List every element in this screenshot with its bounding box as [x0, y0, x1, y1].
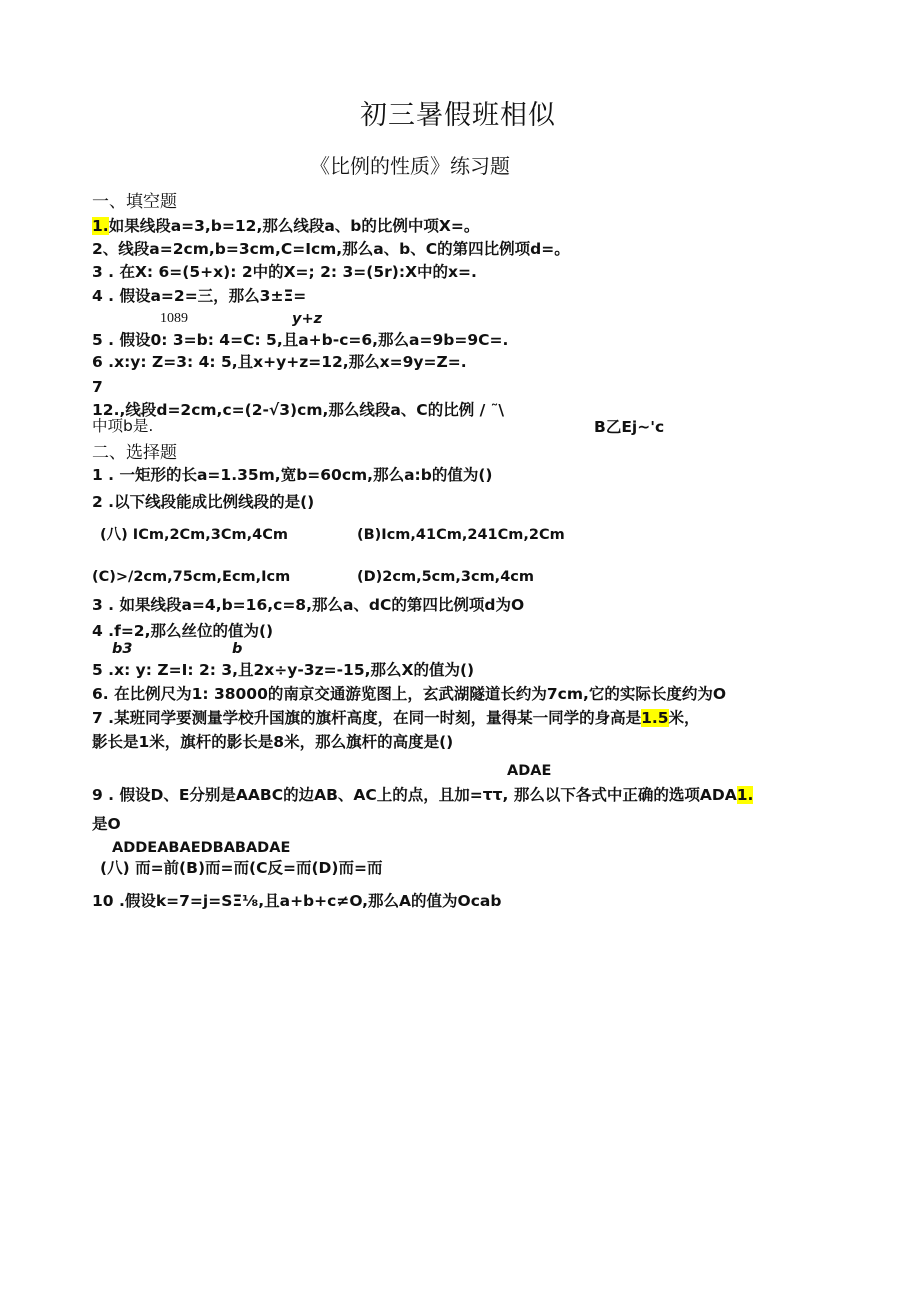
s2-question-4: 4 .f=2,那么丝位的值为()	[92, 622, 274, 640]
s2-question-7	[92, 710, 700, 728]
s2-question-6: 6. 在比例尺为1: 38000的南京交通游览图上，玄武湖隧道长约为7cm,它的实际长度约为O	[92, 685, 727, 703]
s2-q2-option-a: (八) ICm,2Cm,3Cm,4Cm	[100, 527, 288, 543]
s2-q4-subline-left: b3	[112, 641, 133, 657]
s2-q9-options-top: ADDEABAEDBABADAE	[112, 840, 291, 856]
s2-question-5: 5 .x: y: Z=I: 2: 3,且2x÷y-3z=-15,那么X的值为()	[92, 661, 475, 679]
s2-q7-highlight: 1.5	[641, 709, 669, 727]
s2-q2-option-c: (C)>/2cm,75cm,Ecm,Icm	[92, 569, 291, 585]
s2-question-9-line2: 是O	[92, 815, 121, 833]
s2-question-3: 3 . 如果线段a=4,b=16,c=8,那么a、dC的第四比例项d为O	[92, 596, 525, 614]
s2-q7-unit: 米，	[668, 709, 700, 727]
s2-q4-subline-right: b	[232, 641, 243, 657]
s2-question-1: 1 . 一矩形的长a=1.35m,宽b=60cm,那么a:b的值为()	[92, 466, 493, 484]
s1-q1-text: 如果线段a=3,b=12,那么线段a、b的比例中项X=。	[108, 217, 480, 235]
s2-q9-highlight: 1.	[736, 786, 754, 804]
s2-q2-option-b: (B)Icm,41Cm,241Cm,2Cm	[357, 527, 565, 543]
s1-question-3: 3 . 在X: 6=(5+x): 2中的X=; 2: 3=(5r):X中的x=.	[92, 263, 477, 281]
s2-q2-option-d: (D)2cm,5cm,3cm,4cm	[357, 569, 534, 585]
page-title: 初三暑假班相似	[360, 100, 556, 131]
s1-question-4: 4 . 假设a=2=三，那么3±Ξ=	[92, 287, 307, 305]
s1-question-6: 6 .x:y: Z=3: 4: 5,且x+y+z=12,那么x=9y=Z=.	[92, 353, 467, 371]
section1-heading: 一、填空题	[92, 192, 177, 212]
s2-question-2: 2 .以下线段能成比例线段的是()	[92, 493, 315, 511]
s2-question-7-line2: 影长是1米，旗杆的影长是8米，那么旗杆的高度是()	[92, 733, 454, 751]
s2-q9-text: 9 . 假设D、E分别是AABC的边AB、AC上的点，且加=ττ, 那么以下各式中正确的选项ADA	[92, 786, 737, 804]
s2-q7-text: 7 .某班同学要测量学校升国旗的旗杆高度，在同一时刻，量得某一同学的身高是	[92, 709, 642, 727]
s1-q1-number: 1.	[92, 217, 109, 235]
page-subtitle: 《比例的性质》练习题	[310, 154, 510, 178]
s1-question-1	[92, 218, 479, 236]
s2-question-10: 10 .假设k=7=j=SΞ⅛,且a+b+c≠O,那么A的值为Ocab	[92, 892, 502, 910]
s1-question-7-right: B乙Ej~'c	[594, 418, 665, 436]
s1-q4-subline-left: 1089	[160, 311, 188, 326]
section2-heading: 二、选择题	[92, 443, 177, 463]
s1-q4-subline-right: y+z	[292, 311, 323, 327]
s1-question-2: 2、线段a=2cm,b=3cm,C=Icm,那么a、b、C的第四比例项d=。	[92, 240, 570, 258]
s1-question-7-number: 7	[92, 378, 103, 396]
s1-question-5: 5 . 假设0: 3=b: 4=C: 5,且a+b-c=6,那么a=9b=9C=.	[92, 331, 509, 349]
s2-question-9	[92, 787, 753, 805]
s1-question-7-tail: 中项b是.	[92, 417, 154, 435]
s2-q9-fraction-top: ADAE	[507, 763, 552, 779]
s1-question-7-line: 12.,线段d=2cm,c=(2-√3)cm,那么线段a、C的比例 / ˜\	[92, 401, 505, 419]
s2-q9-options: (八) 而=前(B)而=而(C反=而(D)而=而	[100, 859, 383, 877]
